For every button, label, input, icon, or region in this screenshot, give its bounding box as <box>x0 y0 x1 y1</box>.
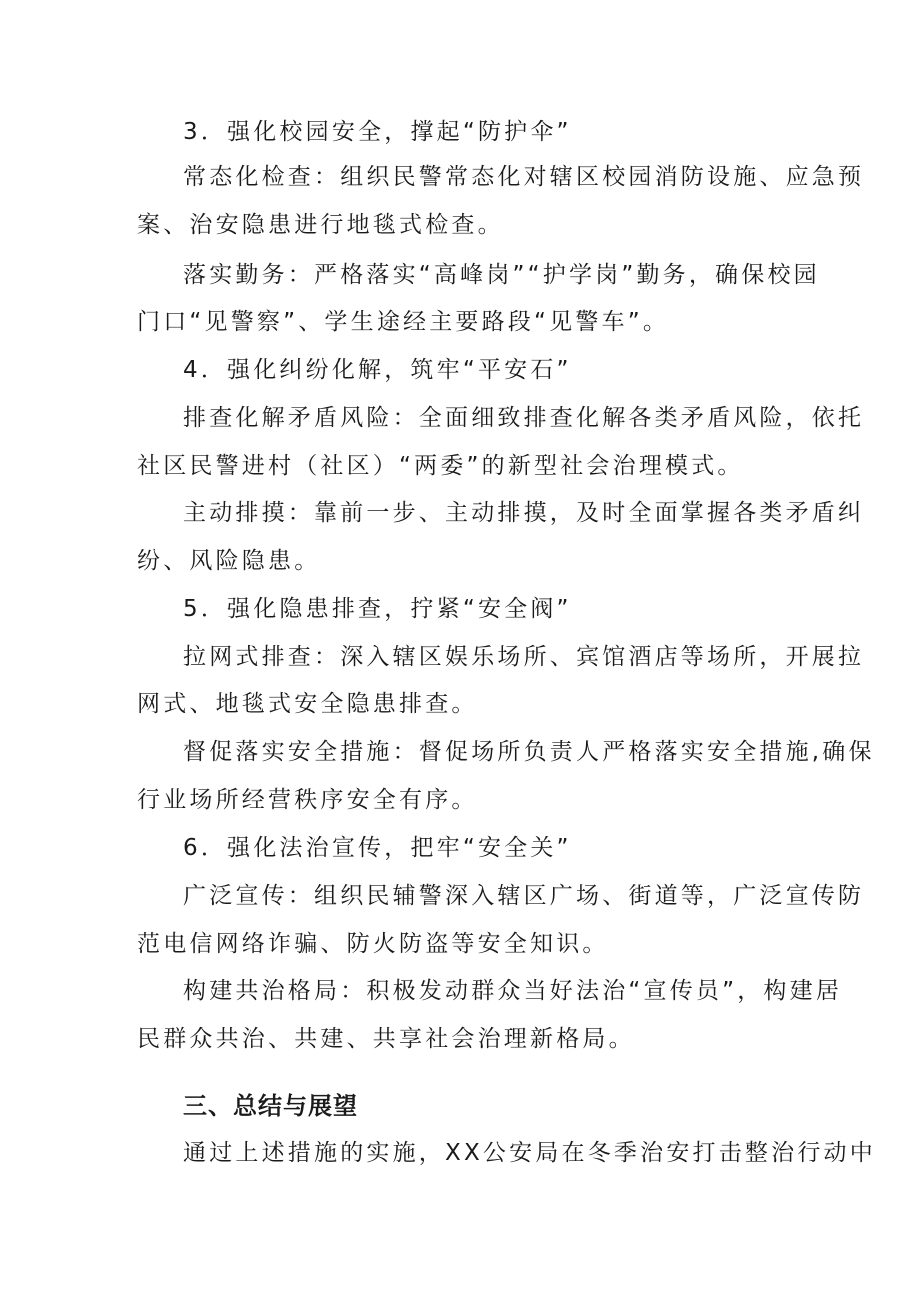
section-5-title: 5．强化隐患排查，拧紧“安全阀” <box>183 596 572 622</box>
paragraph-line: 范电信网络诈骗、防火防盗等安全知识。 <box>137 931 609 957</box>
paragraph-line: 拉网式排查：深入辖区娱乐场所、宾馆酒店等场所，开展拉 <box>183 644 865 670</box>
paragraph-line: 落实勤务：严格落实“高峰岗”“护学岗”勤务，确保校园 <box>183 262 820 288</box>
paragraph-line: 社区民警进村（社区）“两委”的新型社会治理模式。 <box>137 453 744 479</box>
paragraph-line: 广泛宣传：组织民辅警深入辖区广场、街道等，广泛宣传防 <box>183 883 865 909</box>
paragraph-line: 网式、地毯式安全隐患排查。 <box>137 691 478 717</box>
paragraph-line: 民群众共治、共建、共享社会治理新格局。 <box>137 1026 635 1052</box>
paragraph-line: 督促落实安全措施：督促场所负责人严格落实安全措施,确保 <box>183 739 875 765</box>
paragraph-line: 主动排摸：靠前一步、主动排摸，及时全面掌握各类矛盾纠 <box>183 500 865 526</box>
paragraph-line: 通过上述措施的实施，XX公安局在冬季治安打击整治行动中 <box>183 1140 876 1166</box>
paragraph-line: 排查化解矛盾风险：全面细致排查化解各类矛盾风险，依托 <box>183 405 865 431</box>
section-6-title: 6．强化法治宣传，把牢“安全关” <box>183 835 572 861</box>
paragraph-line: 常态化检查：组织民警常态化对辖区校园消防设施、应急预 <box>183 164 865 190</box>
section-3-title: 3．强化校园安全，撑起“防护伞” <box>183 119 572 145</box>
section-4-title: 4．强化纠纷化解，筑牢“平安石” <box>183 357 572 383</box>
chapter-3-heading: 三、总结与展望 <box>183 1092 358 1120</box>
paragraph-line: 纷、风险隐患。 <box>137 548 321 574</box>
paragraph-line: 案、治安隐患进行地毯式检查。 <box>137 212 504 238</box>
paragraph-line: 门口“见警察”、学生途经主要路段“见警车”。 <box>137 309 670 335</box>
paragraph-line: 行业场所经营秩序安全有序。 <box>137 787 478 813</box>
paragraph-line: 构建共治格局：积极发动群众当好法治“宣传员”，构建居 <box>183 978 843 1004</box>
